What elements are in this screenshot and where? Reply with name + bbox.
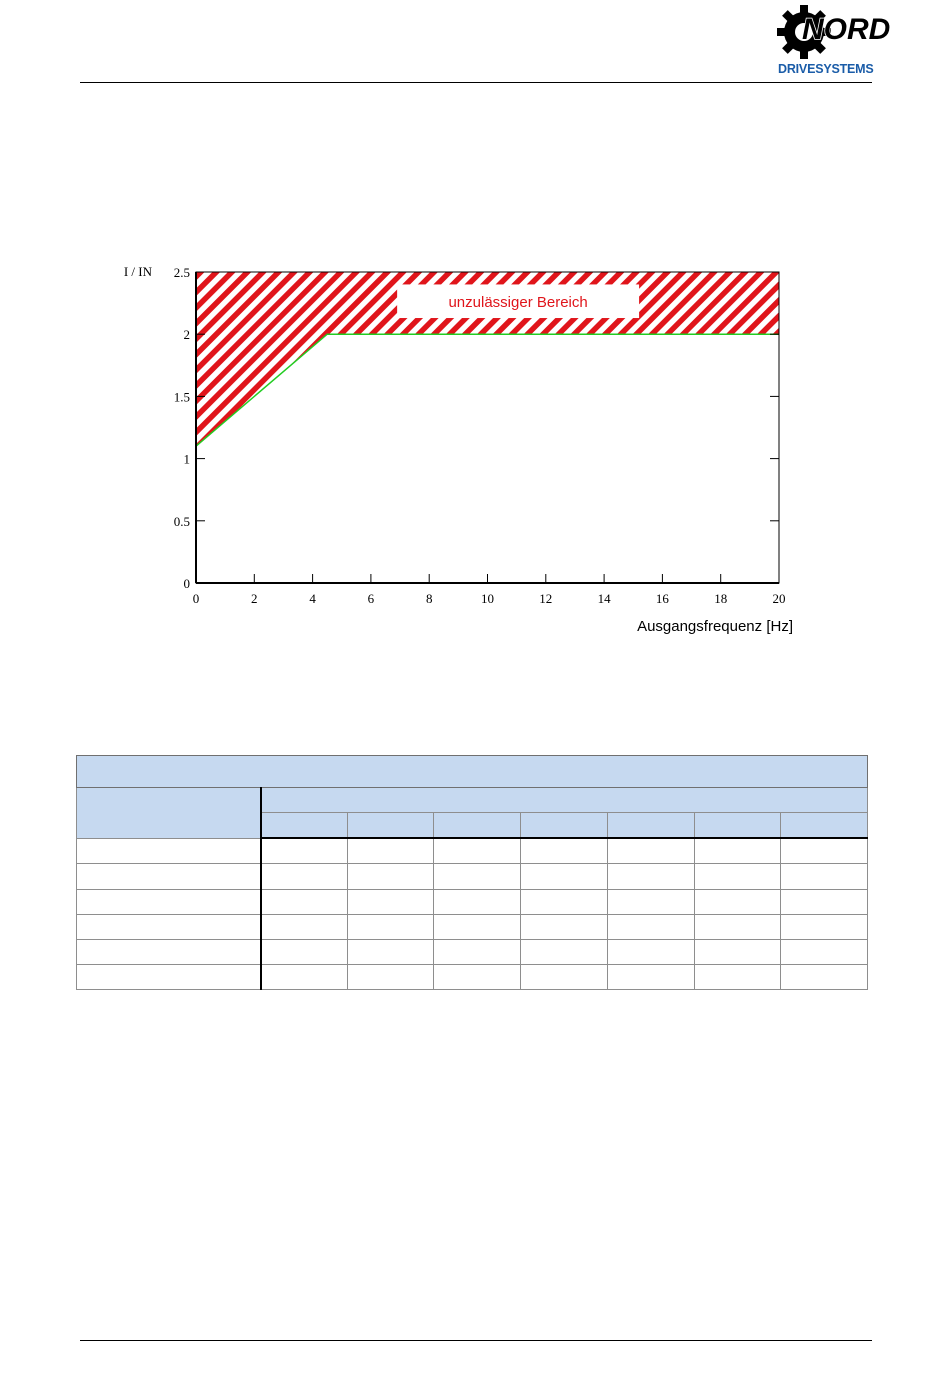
table-cell <box>434 964 521 989</box>
table-cell <box>347 964 434 989</box>
table-cell <box>521 914 608 939</box>
y-tick-label: 0.5 <box>173 513 190 529</box>
table-header-row <box>77 788 868 813</box>
x-tick-label: 12 <box>539 591 553 606</box>
forbidden-region-label: unzulässiger Bereich <box>448 293 588 311</box>
table-cell <box>347 914 434 939</box>
table-title-cell <box>77 756 868 788</box>
table-cell <box>694 864 781 889</box>
logo-wordmark <box>800 6 891 46</box>
table-cell <box>521 939 608 964</box>
table-cell <box>694 964 781 989</box>
table-cell <box>261 964 348 989</box>
table-cell <box>781 889 868 914</box>
table-cell <box>694 889 781 914</box>
table-cell <box>781 864 868 889</box>
table-cell <box>607 914 694 939</box>
data-table <box>76 755 868 990</box>
table-cell <box>781 838 868 864</box>
table-cell <box>347 838 434 864</box>
table-row <box>77 939 868 964</box>
table-cell <box>77 889 261 914</box>
header-rule <box>80 82 872 83</box>
table-subheader-cell <box>261 813 348 839</box>
table-cell <box>434 939 521 964</box>
table-subheader-cell <box>521 813 608 839</box>
table-cell <box>607 838 694 864</box>
y-tick-label: 2 <box>183 327 190 343</box>
table-cell <box>694 838 781 864</box>
table-cell <box>521 889 608 914</box>
table-cell <box>781 964 868 989</box>
x-tick-label: 2 <box>251 591 258 606</box>
table-cell <box>694 939 781 964</box>
table-row <box>77 964 868 989</box>
table-cell <box>261 838 348 864</box>
x-tick-label: 18 <box>714 591 728 606</box>
x-tick-label: 20 <box>772 591 786 606</box>
current-frequency-chart <box>110 250 830 650</box>
table-cell <box>347 864 434 889</box>
x-tick-label: 4 <box>309 591 316 606</box>
table-cell <box>781 914 868 939</box>
table-cell <box>781 939 868 964</box>
table-cell <box>347 889 434 914</box>
table-row <box>77 864 868 889</box>
svg-text:NORD: NORD <box>802 13 891 46</box>
table-cell <box>607 889 694 914</box>
table-cell <box>261 864 348 889</box>
table-header-group-cell <box>261 788 868 813</box>
table-cell <box>77 964 261 989</box>
table-row <box>77 914 868 939</box>
table-cell <box>694 914 781 939</box>
table-subheader-cell <box>607 813 694 839</box>
table-cell <box>77 939 261 964</box>
table-subheader-cell <box>347 813 434 839</box>
table-title-row <box>77 756 868 788</box>
table-cell <box>607 939 694 964</box>
table-header-cell <box>77 788 261 839</box>
y-tick-label: 2.5 <box>173 265 190 280</box>
table-cell <box>77 864 261 889</box>
footer-rule <box>80 1340 872 1341</box>
table-cell <box>261 914 348 939</box>
table-cell <box>261 939 348 964</box>
table-cell <box>77 838 261 864</box>
table-cell <box>434 838 521 864</box>
x-axis-label: Ausgangsfrequenz [Hz] <box>637 618 793 635</box>
table-cell <box>434 914 521 939</box>
logo-subtitle: DRIVESYSTEMS <box>778 62 874 76</box>
x-tick-label: 10 <box>481 591 494 606</box>
table-cell <box>347 939 434 964</box>
table-subheader-cell <box>781 813 868 839</box>
y-tick-label: 1.5 <box>173 389 190 405</box>
x-tick-label: 14 <box>597 591 611 606</box>
table-cell <box>521 964 608 989</box>
table-cell <box>77 914 261 939</box>
table-cell <box>521 864 608 889</box>
x-tick-label: 6 <box>367 591 375 606</box>
y-axis-label: I / IN <box>123 264 152 279</box>
table-row <box>77 889 868 914</box>
table-cell <box>434 889 521 914</box>
table-cell <box>261 889 348 914</box>
table-body <box>77 838 868 989</box>
y-tick-label: 1 <box>183 451 190 467</box>
table-subheader-cell <box>434 813 521 839</box>
x-tick-label: 0 <box>192 591 200 606</box>
table-cell <box>521 838 608 864</box>
table-cell <box>607 864 694 889</box>
table-cell <box>434 864 521 889</box>
table-cell <box>607 964 694 989</box>
x-tick-label: 8 <box>425 591 433 606</box>
x-tick-label: 16 <box>655 591 669 606</box>
table-subheader-cell <box>694 813 781 839</box>
y-tick-label: 0 <box>183 576 190 591</box>
table-row <box>77 838 868 864</box>
